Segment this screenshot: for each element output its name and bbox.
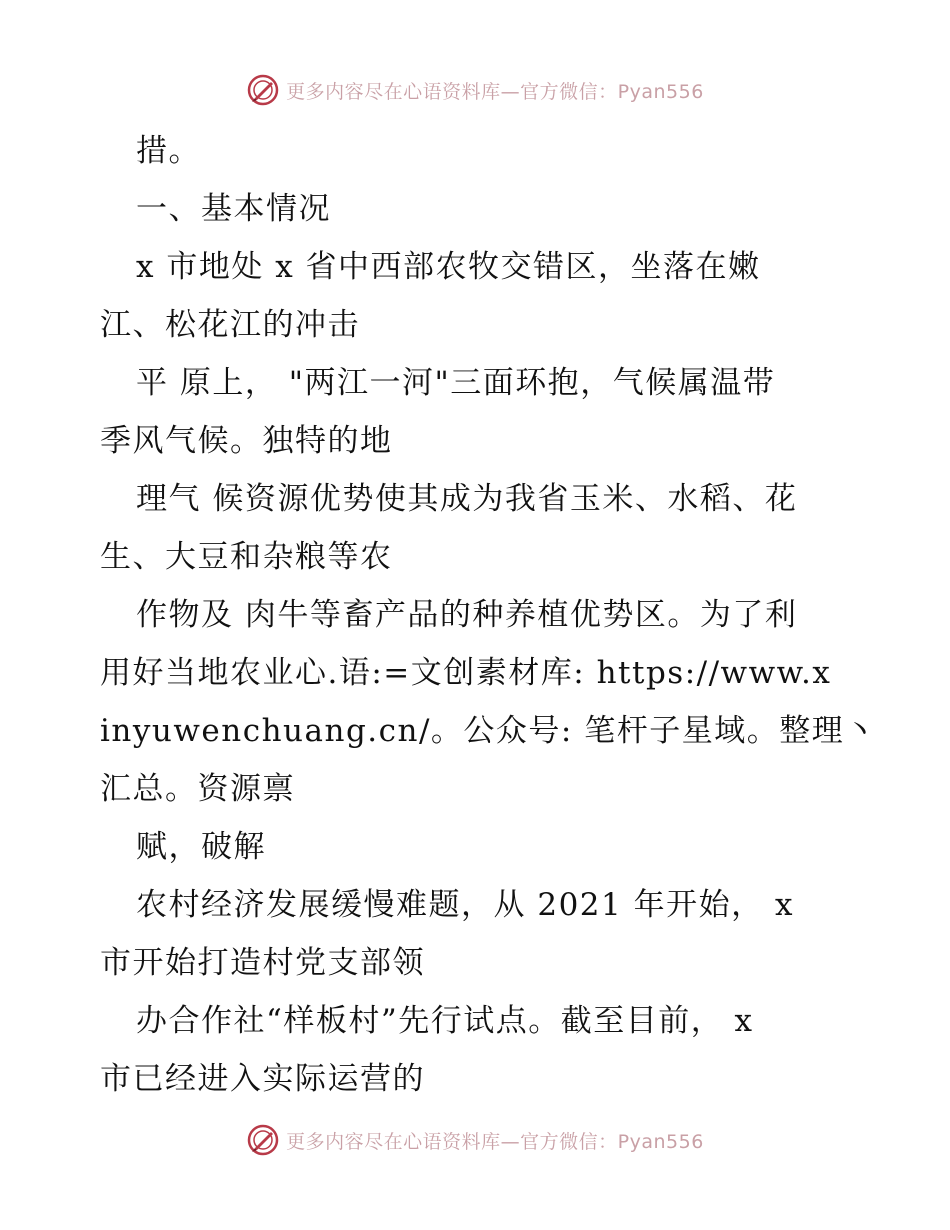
text-line: 理气 候资源优势使其成为我省玉米、水稻、花 — [136, 481, 798, 517]
pen-logo-icon — [246, 73, 280, 107]
text-line: 季风气候。独特的地 — [100, 423, 393, 459]
text-line: 办合作社“样板村”先行试点。截至目前， x — [136, 1003, 754, 1039]
footer-watermark — [0, 1120, 950, 1160]
text-line: x 市地处 x 省中西部农牧交错区，坐落在嫩 — [136, 249, 761, 285]
text-line: 一、基本情况 — [136, 191, 331, 227]
text-line: 市已经进入实际运营的 — [100, 1061, 425, 1097]
text-line: 措。 — [136, 133, 201, 169]
text-line: 江、松花江的冲击 — [100, 307, 360, 343]
text-line: inyuwenchuang.cn/。公众号: 笔杆子星域。整理丶 — [100, 713, 877, 749]
watermark-text: 更多内容尽在心语资料库—官方微信：Pyan556 — [286, 80, 704, 103]
text-line: 作物及 肉牛等畜产品的种养植优势区。为了利 — [136, 597, 798, 633]
text-line: 生、大豆和杂粮等农 — [100, 539, 393, 575]
header-watermark — [0, 70, 950, 110]
document-body — [100, 122, 877, 1108]
watermark-text: 更多内容尽在心语资料库—官方微信：Pyan556 — [286, 1130, 704, 1153]
text-line: 赋，破解 — [136, 829, 266, 865]
text-line: 平 原上， "两江一河"三面环抱，气候属温带 — [136, 365, 776, 401]
text-line: 用好当地农业心.语:=文创素材库: https://www.x — [100, 655, 832, 691]
text-line: 市开始打造村党支部领 — [100, 945, 425, 981]
pen-logo-icon — [246, 1123, 280, 1157]
text-line: 农村经济发展缓慢难题，从 2021 年开始， x — [136, 887, 794, 923]
text-line: 汇总。资源禀 — [100, 771, 295, 807]
